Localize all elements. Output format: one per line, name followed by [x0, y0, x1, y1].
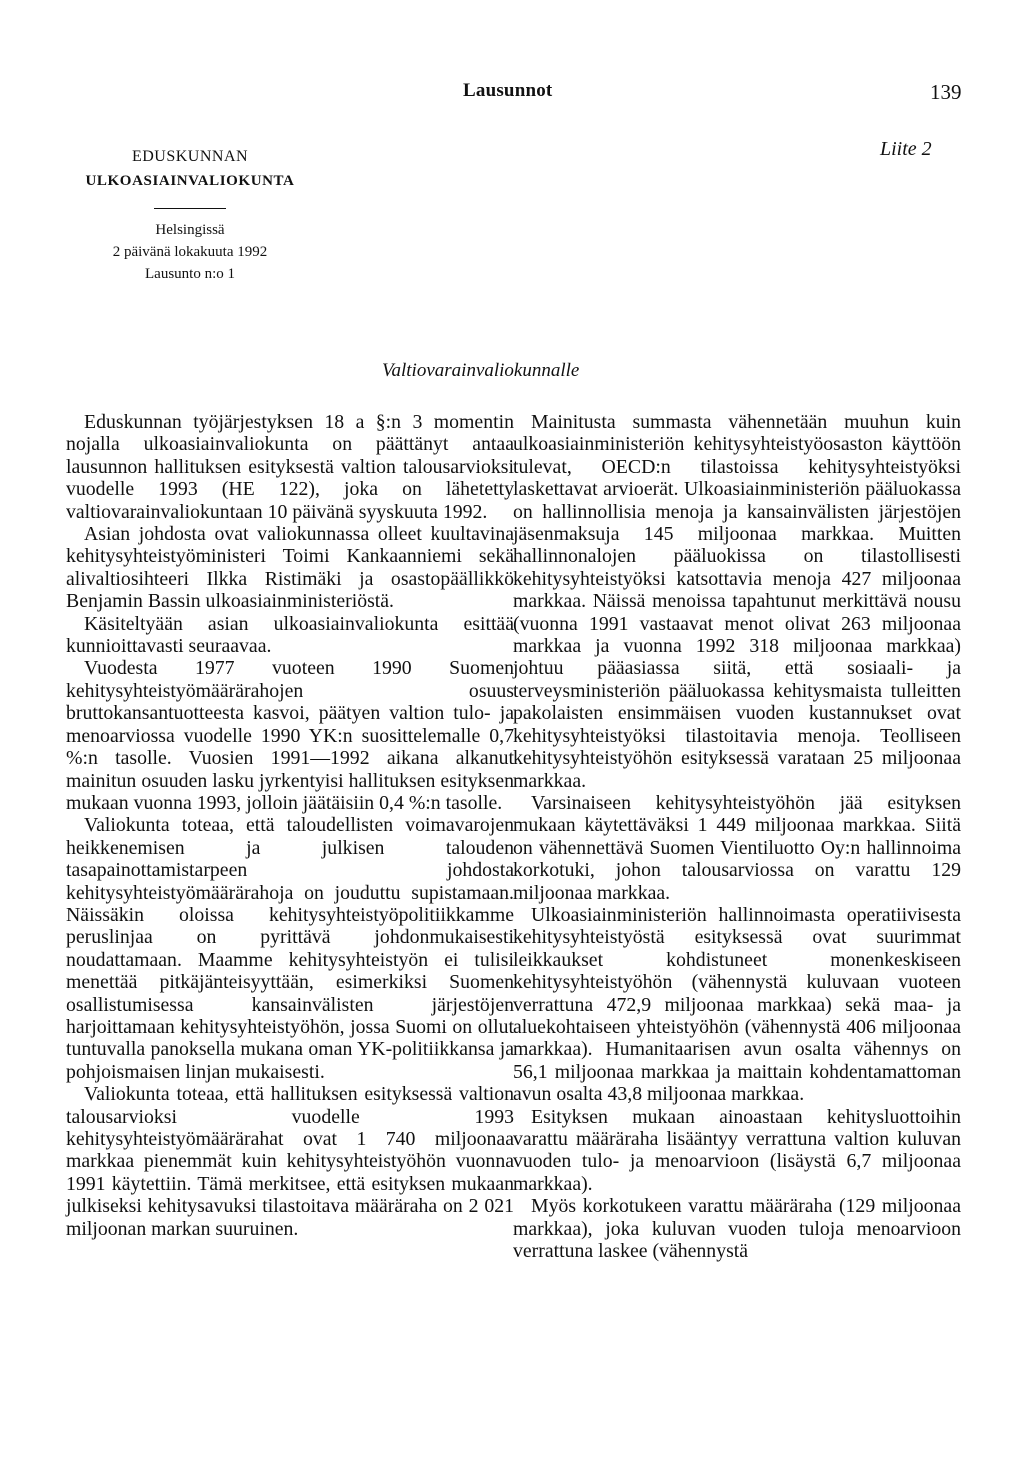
paragraph: Mainitusta summasta vähennetään muuhun kuin ulkoasiainministeriön kehitysyhteistyöosaston käyttöön tulevat, OECD:n tilastoissa kehitysyhteistyöksi laskettavat arvioerät. Ulkoasiainministeriön pääluokassa on hallinnollisia menoja ja kansainvälisten järjestöjen jäsenmaksuja 145 miljoonaa markkaa. Muitten hallinnonalojen pääluokissa on tilastollisesti kehitysyhteistyöksi katsottavia menoja 427 miljoonaa markkaa. Näissä menoissa tapahtunut merkittävä nousu (vuonna 1991 vastaavat menot olivat 263 miljoonaa markkaa ja vuonna 1992 318 miljoonaa markkaa) johtuu pääasiassa siitä, että sosiaali- ja terveysministeriön pääluokassa kehitysmaista tulleitten pakolaisten ensimmäisen vuoden kustannukset ovat kehitysyhteistyöksi tilastoitavia menoja. Teolliseen kehitysyhteistyöhön esityksessä varataan 25 miljoonaa markkaa.	[513, 411, 961, 792]
paragraph: Valiokunta toteaa, että taloudellisten voimavarojen heikkenemisen ja julkisen talouden tasapainottamistarpeen johdosta kehitysyhteistyömäärärahoja on jouduttu supistamaan. Näissäkin oloissa kehitysyhteistyöpolitiikkamme peruslinjaa on pyrittävä johdonmukaisesti noudattamaan. Maamme kehitysyhteistyön ei tulisi menettää pitkäjänteisyyttään, esimerkiksi Suomen osallistumisessa kansainvälisten järjestöjen harjoittamaan kehitysyhteistyöhön, jossa Suomi on ollut tuntuvalla panoksella mukana oman YK-politiikkansa ja pohjoismaisen linjan mukaisesti.	[66, 814, 514, 1083]
right-column	[513, 411, 961, 1262]
sender-place: Helsingissä	[155, 222, 225, 238]
sender-org-line2: ULKOASIAINVALIOKUNTA	[85, 173, 295, 189]
addressee: Valtiovarainvaliokunnalle	[382, 360, 580, 381]
paragraph: Käsiteltyään asian ulkoasiainvaliokunta esittää kunnioittavasti seuraavaa.	[66, 612, 514, 658]
paragraph: Vuodesta 1977 vuoteen 1990 Suomen kehitysyhteistyömäärärahojen osuus bruttokansantuotteesta kasvoi, päätyen valtion tulo- ja menoarviossa vuodelle 1990 YK:n suosittelemalle 0,7 %:n tasolle. Vuosien 1991—1992 aikana alkanut mainitun osuuden lasku jyrkentyisi hallituksen esityksen mukaan vuonna 1993, jolloin jäätäisiin 0,4 %:n tasolle.	[66, 657, 514, 814]
paragraph: Ulkoasiainministeriön hallinnoimasta operatiivisesta kehitysyhteistyöstä esityksessä ovat suurimmat leikkaukset kohdistuneet monenkeskiseen kehitysyhteistyöhön (vähennystä kuluvaan vuoteen verrattuna 472,9 miljoonaa markkaa) sekä maa- ja aluekohtaiseen yhteistyöhön (vähennystä 406 miljoonaa markkaa). Humanitaarisen avun osalta vähennys on 56,1 miljoonaa markkaa ja maittain kohdentamattoman avun osalta 43,8 miljoonaa markkaa.	[513, 903, 961, 1106]
paragraph: Esityksen mukaan ainoastaan kehitysluottoihin varattu määräraha lisääntyy verrattuna valtion kuluvan vuoden tulo- ja menoarvioon (lisäystä 6,7 miljoonaa markkaa).	[513, 1105, 961, 1195]
sender-date: 2 päivänä lokakuuta 1992	[112, 244, 268, 260]
paragraph: Asian johdosta ovat valiokunnassa olleet kuultavina kehitysyhteistyöministeri Toimi Kankaanniemi sekä alivaltiosihteeri Ilkka Ristimäki ja osastopäällikkö Benjamin Bassin ulkoasiainministeriöstä.	[66, 523, 514, 613]
paragraph: Myös korkotukeen varattu määräraha (129 miljoonaa markkaa), joka kuluvan vuoden tuloja menoarvioon verrattuna laskee (vähennystä	[513, 1195, 961, 1263]
sender-block	[70, 144, 310, 285]
paragraph: Eduskunnan työjärjestyksen 18 a §:n 3 momentin nojalla ulkoasiainvaliokunta on päättänyt antaa lausunnon hallituksen esityksestä valtion talousarvioksi vuodelle 1993 (HE 122), joka on lähetetty valtiovarainvaliokuntaan 10 päivänä syyskuuta 1992.	[66, 411, 514, 523]
page-number: 139	[930, 80, 962, 104]
left-column	[66, 411, 514, 1240]
paragraph: Valiokunta toteaa, että hallituksen esityksessä valtion talousarvioksi vuodelle 1993 kehitysyhteistyömäärärahat ovat 1 740 miljoonaa markkaa pienemmät kuin kehitysyhteistyöhön vuonna 1991 käytettiin. Tämä merkitsee, että esityksen mukaan julkiseksi kehitysavuksi tilastoitava määräraha on 2 021 miljoonan markan suuruinen.	[66, 1083, 514, 1240]
divider	[154, 208, 226, 209]
sender-org-line1: EDUSKUNNAN	[131, 148, 249, 165]
running-title: Lausunnot	[463, 80, 553, 101]
appendix-label: Liite 2	[880, 138, 932, 160]
statement-number: Lausunto n:o 1	[145, 266, 235, 282]
paragraph: Varsinaiseen kehitysyhteistyöhön jää esityksen mukaan käytettäväksi 1 449 miljoonaa markkaa. Siitä on vähennettävä Suomen Vientiluotto Oy:n hallinnoima korkotuki, johon talousarviossa on varattu 129 miljoonaa markkaa.	[513, 791, 961, 904]
